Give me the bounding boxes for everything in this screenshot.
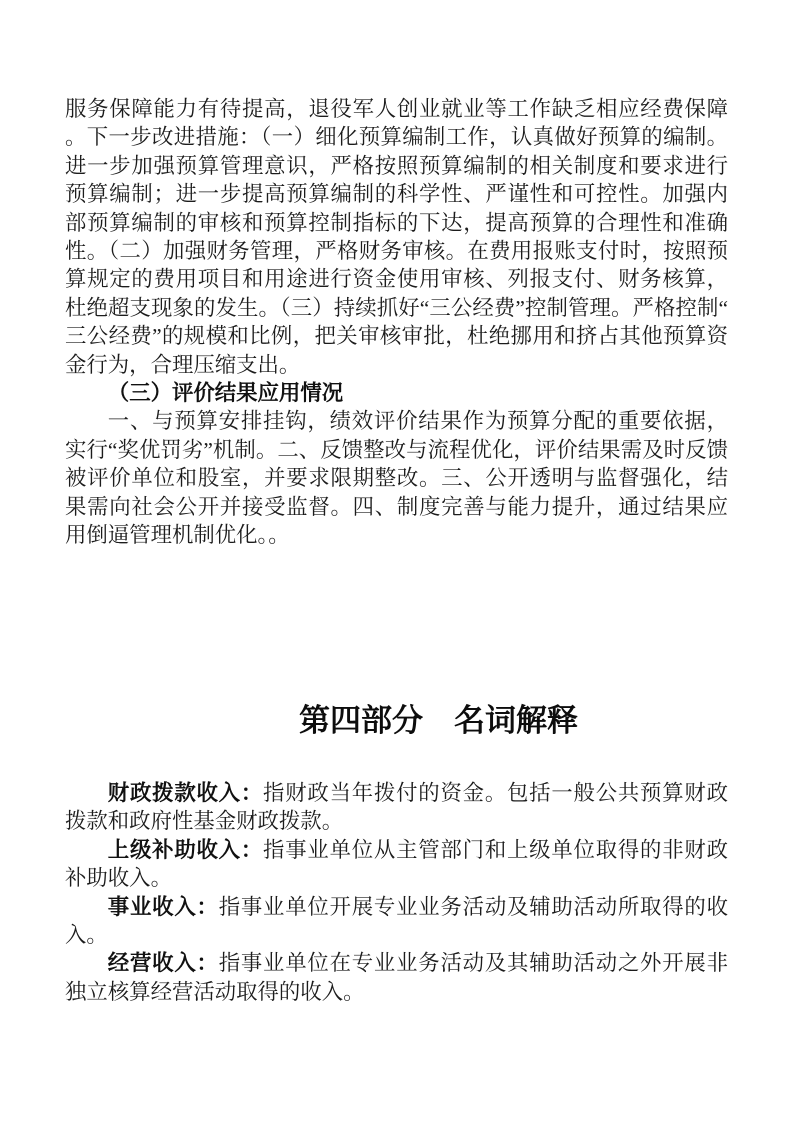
glossary-entry-operating-income-public-institution — [65, 893, 728, 950]
glossary-term: 经营收入： — [107, 951, 219, 976]
glossary-term: 上级补助收入： — [107, 837, 264, 862]
paragraph-result-application: 一、与预算安排挂钩，绩效评价结果作为预算分配的重要依据，实行“奖优罚劣”机制。二、反馈整改与流程优化，评价结果需及时反馈被评价单位和股室，并要求限期整改。三、公开透明与监督强化，结果需向社会公开并接受监督。四、制度完善与能力提升，通过结果应用倒逼管理机制优化。。 — [65, 409, 728, 548]
body-text-section — [65, 95, 728, 550]
section-heading-evaluation-result-application: （三）评价结果应用情况 — [107, 381, 344, 406]
glossary-term: 事业收入： — [107, 894, 219, 919]
glossary-definition: 指事业单位在专业业务活动及其辅助活动之外开展非独立核算经营活动取得的收入。 — [65, 951, 728, 1004]
glossary-section — [65, 779, 728, 1006]
paragraph-improvement-measures: 服务保障能力有待提高，退役军人创业就业等工作缺乏相应经费保障。下一步改进措施：（一）细化预算编制工作，认真做好预算的编制。进一步加强预算管理意识，严格按照预算编制的相关制度和要求进行预算编制；进一步提高预算编制的科学性、严谨性和可控性。加强内部预算编制的审核和预算控制指标的下达，提高预算的合理性和准确性。（二）加强财务管理，严格财务审核。在费用报账支付时，按照预算规定的费用项目和用途进行资金使用审核、列报支付、财务核算，杜绝超支现象的发生。（三）持续抓好“三公经费”控制管理。严格控制“三公经费”的规模和比例，把关审核审批，杜绝挪用和挤占其他预算资金行为，合理压缩支出。 — [65, 97, 728, 377]
glossary-entry-business-operation-income — [65, 949, 728, 1006]
part-title: 第四部分 名词解释 — [299, 703, 578, 738]
glossary-definition: 指事业单位从主管部门和上级单位取得的非财政补助收入。 — [65, 837, 728, 891]
glossary-entry-fiscal-appropriation-income — [65, 779, 728, 836]
glossary-term: 财政拨款收入： — [107, 781, 264, 805]
glossary-entry-superior-subsidy-income — [65, 836, 728, 893]
glossary-definition: 指事业单位开展专业业务活动及辅助活动所取得的收入。 — [65, 894, 728, 948]
glossary-definition: 指财政当年拨付的资金。包括一般公共预算财政拨款和政府性基金财政拨款。 — [65, 781, 728, 834]
